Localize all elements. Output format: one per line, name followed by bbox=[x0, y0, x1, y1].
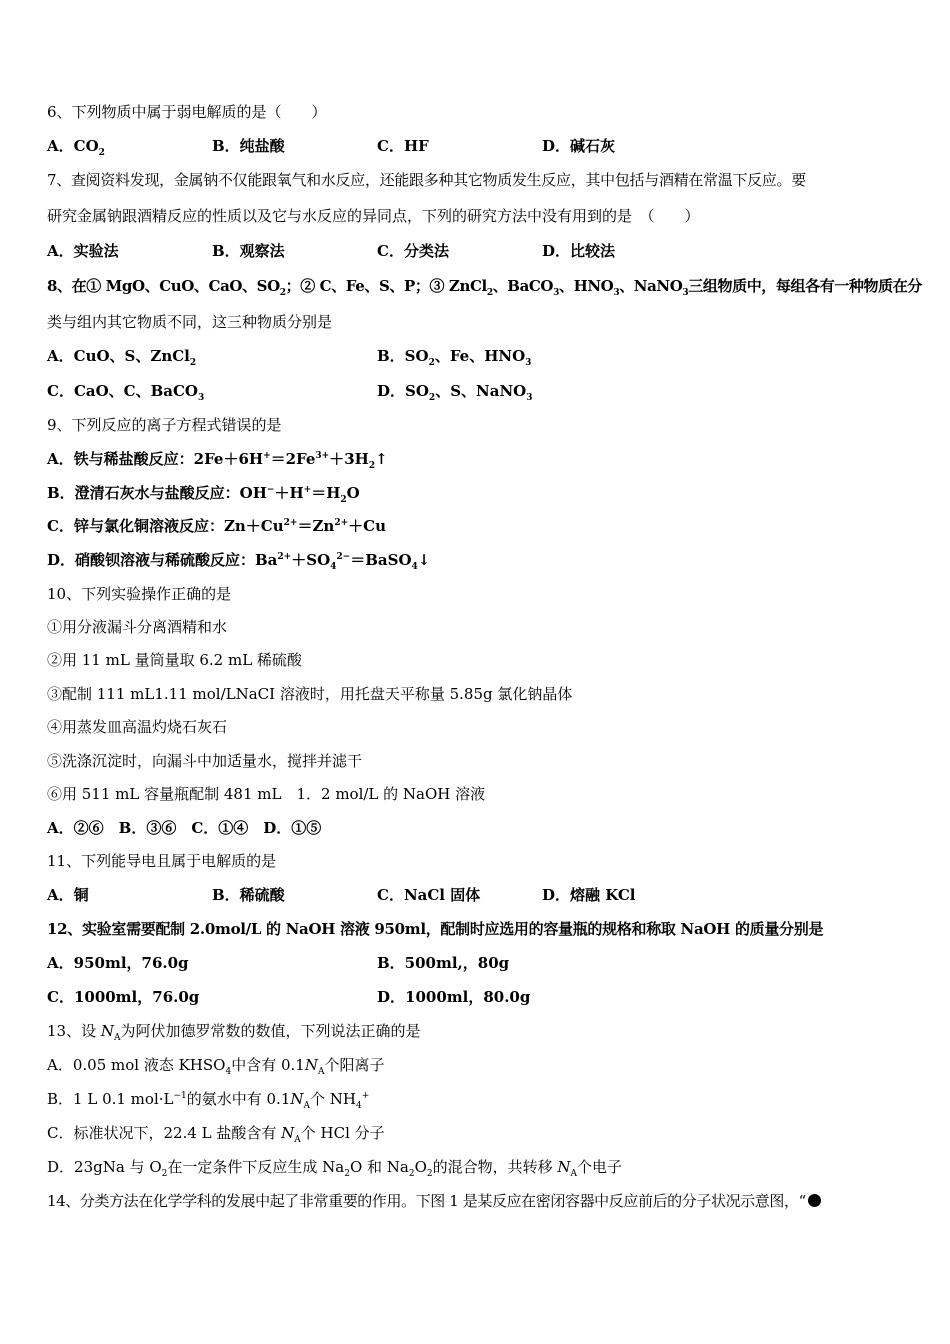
q12-options-row1 bbox=[47, 953, 907, 973]
q7-options bbox=[47, 241, 907, 261]
q8-stem-line1: 8、在① MgO、CuO、CaO、$SO_2$；② C、Fe、S、P；③ ZnCl$_2$、BaCO$_3$、$HNO_3$、NaNO$_3$三组物质中，每组各有一种物质在分 bbox=[47, 277, 922, 298]
q6-option-c[interactable]: C．HF bbox=[377, 137, 429, 155]
q8-option-b[interactable]: B．$SO_2$、Fe、$HNO_3$ bbox=[377, 347, 532, 368]
q11-option-d[interactable]: D．熔融 KCl bbox=[542, 886, 636, 904]
q8-options-row1 bbox=[47, 346, 907, 366]
q9-option-b[interactable]: B．澄清石灰水与盐酸反应：$OH^-+H^+=H_2O$ bbox=[47, 484, 360, 505]
q7-stem-line1: 7、查阅资料发现，金属钠不仅能跟氧气和水反应，还能跟多种其它物质发生反应，其中包括与酒精在常温下反应。要 bbox=[47, 171, 806, 189]
q12-option-b[interactable]: B．500ml,，80g bbox=[377, 954, 510, 972]
q13-option-a[interactable]: A．0.05 mol 液态 $KHSO_4$中含有 $0.1N_A$个阳离子 bbox=[47, 1056, 385, 1077]
q8-option-c[interactable]: C．CaO、C、BaCO$_3$ bbox=[47, 382, 205, 403]
q13-option-d[interactable]: D．23gNa 与 $O_2$在一定条件下反应生成 $Na_2O$ 和 $Na_2O_2$的混合物，共转移 $N_A$个电子 bbox=[47, 1158, 623, 1179]
q14-stem: 14、分类方法在化学学科的发展中起了非常重要的作用。下图 1 是某反应在密闭容器中反应前后的分子状况示意图，“ bbox=[47, 1191, 821, 1211]
q9-option-c[interactable]: C．锌与氯化铜溶液反应：$Zn+Cu^{2+}=Zn^{2+}+Cu$ bbox=[47, 517, 386, 535]
q10-item-1: ①用分液漏斗分离酒精和水 bbox=[47, 618, 228, 636]
q13-option-c[interactable]: C．标准状况下，22.4 L 盐酸含有 $N_A$个 HCl 分子 bbox=[47, 1124, 385, 1145]
q10-options[interactable]: A．②⑥ B．③⑥ C．①④ D．①⑤ bbox=[47, 819, 322, 837]
q11-options bbox=[47, 885, 907, 905]
q8-option-d[interactable]: D．$SO_2$、S、NaNO$_3$ bbox=[377, 382, 533, 403]
q13-option-b[interactable]: B．1 L 0.1 $mol\cdot L^{-1}$的氨水中有 $0.1N_A$个 $NH_4^+$ bbox=[47, 1090, 370, 1111]
q10-item-5: ⑤洗涤沉淀时，向漏斗中加适量水，搅拌并滤干 bbox=[47, 752, 363, 770]
q8-option-a[interactable]: A．CuO、S、ZnCl$_2$ bbox=[47, 347, 197, 368]
q10-item-2: ②用 11 mL 量筒量取 6.2 mL 稀硫酸 bbox=[47, 651, 302, 669]
q10-item-6: ⑥用 511 mL 容量瓶配制 481 mL 1．2 mol/L 的 NaOH 溶液 bbox=[47, 785, 486, 803]
q6-option-b[interactable]: B．纯盐酸 bbox=[212, 137, 285, 155]
q8-options-row2 bbox=[47, 381, 907, 401]
q6-options bbox=[47, 136, 907, 156]
q6-stem: 6、下列物质中属于弱电解质的是（ ） bbox=[47, 103, 327, 121]
q12-options-row2 bbox=[47, 987, 907, 1007]
q11-stem: 11、下列能导电且属于电解质的是 bbox=[47, 852, 277, 870]
q11-option-a[interactable]: A．铜 bbox=[47, 886, 89, 904]
q12-option-d[interactable]: D．1000ml，80.0g bbox=[377, 988, 531, 1006]
black-atom-icon bbox=[808, 1194, 821, 1207]
q7-option-b[interactable]: B．观察法 bbox=[212, 242, 285, 260]
q9-option-d[interactable]: D．硝酸钡溶液与稀硫酸反应：$Ba^{2+}+SO_4^{2-}=BaSO_4↓$ bbox=[47, 551, 431, 572]
q7-stem-line2: 研究金属钠跟酒精反应的性质以及它与水反应的异同点，下列的研究方法中没有用到的是 （ ） bbox=[47, 207, 700, 225]
q10-item-3: ③配制 111 mL1.11 mol/LNaCI 溶液时，用托盘天平称量 5.85g 氯化钠晶体 bbox=[47, 685, 573, 703]
q8-stem-line2: 类与组内其它物质不同，这三种物质分别是 bbox=[47, 313, 333, 331]
q12-option-c[interactable]: C．1000ml，76.0g bbox=[47, 988, 200, 1006]
q11-option-b[interactable]: B．稀硫酸 bbox=[212, 886, 285, 904]
q6-option-a[interactable]: A．$CO_2$ bbox=[47, 137, 105, 158]
q7-option-d[interactable]: D．比较法 bbox=[542, 242, 616, 260]
q9-stem: 9、下列反应的离子方程式错误的是 bbox=[47, 416, 282, 434]
q12-option-a[interactable]: A．950ml，76.0g bbox=[47, 954, 189, 972]
q7-option-c[interactable]: C．分类法 bbox=[377, 242, 449, 260]
q11-option-c[interactable]: C．NaCl 固体 bbox=[377, 886, 481, 904]
q13-stem: 13、设 $N_A$为阿伏加德罗常数的数值，下列说法正确的是 bbox=[47, 1022, 421, 1043]
q7-option-a[interactable]: A．实验法 bbox=[47, 242, 119, 260]
q10-stem: 10、下列实验操作正确的是 bbox=[47, 585, 232, 603]
q6-option-d[interactable]: D．碱石灰 bbox=[542, 137, 616, 155]
q12-stem: 12、实验室需要配制 2.0mol/L 的 NaOH 溶液 950ml，配制时应选用的容量瓶的规格和称取 NaOH 的质量分别是 bbox=[47, 920, 824, 938]
q10-item-4: ④用蒸发皿高温灼烧石灰石 bbox=[47, 718, 228, 736]
q9-option-a[interactable]: A．铁与稀盐酸反应：$2Fe+6H^+=2Fe^{3+}+3H_2↑$ bbox=[47, 450, 388, 471]
